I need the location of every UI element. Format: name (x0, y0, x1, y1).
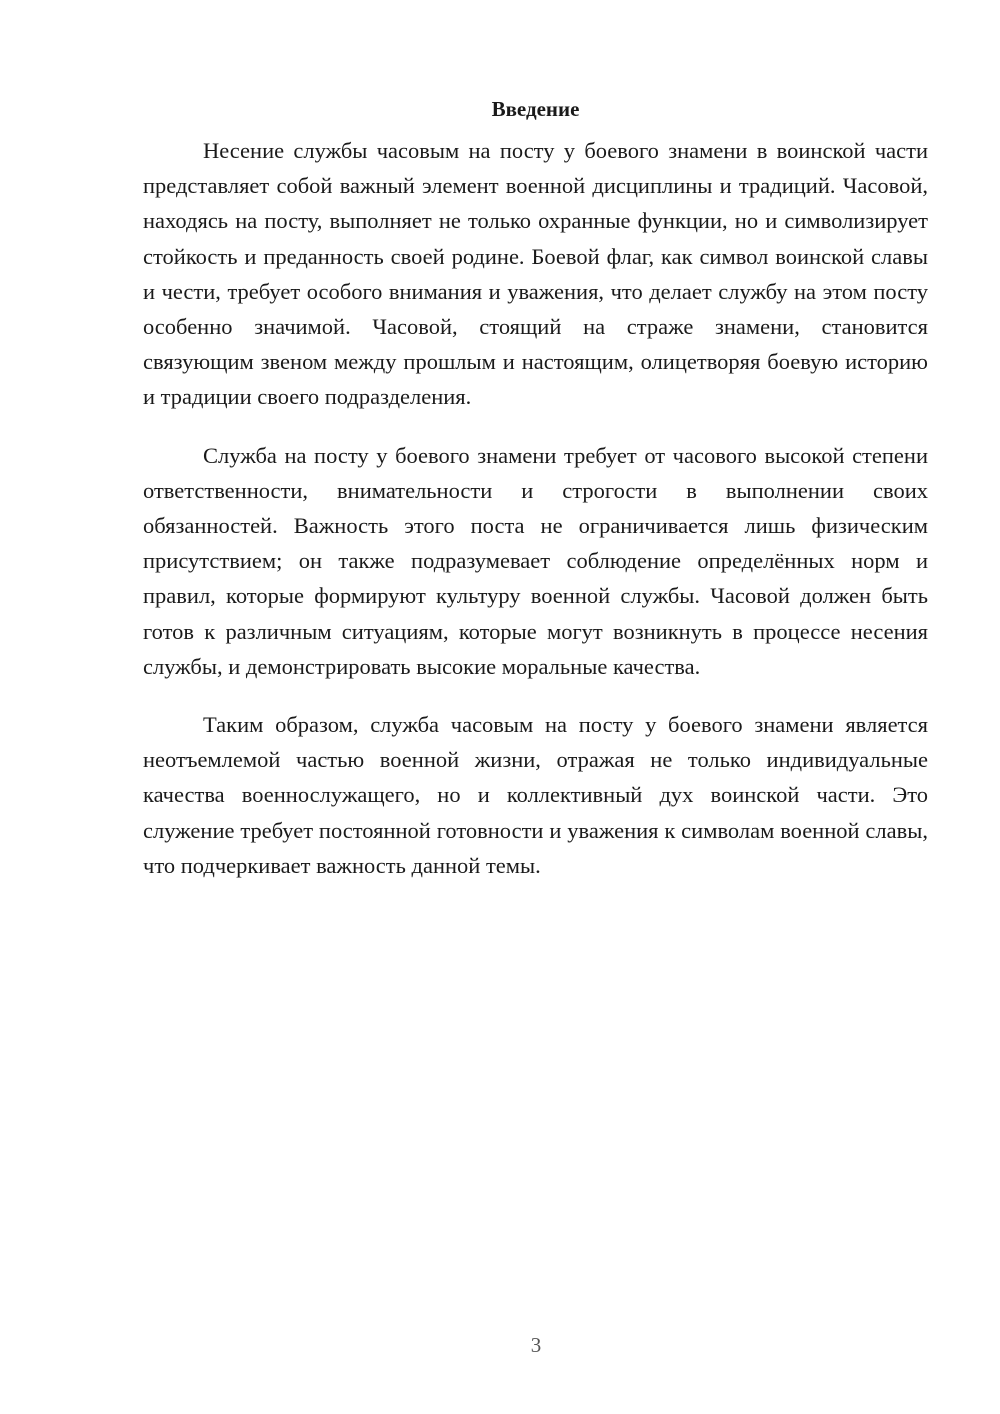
page-content (143, 92, 928, 906)
section-title: Введение (491, 97, 580, 121)
page-number: 3 (530, 1333, 542, 1357)
paragraph: Служба на посту у боевого знамени требует от часового высокой степени ответственности, внимательности и строгости в выполнении своих обязанностей. Важность этого поста не ограничивается лишь физическим присутствием; он также подразумевает соблюдение определённых норм и правил, которые формируют культуру военной службы. Часовой должен быть готов к различным ситуациям, которые могут возникнуть в процессе несения службы, и демонстрировать высокие моральные качества. (143, 442, 928, 679)
paragraph: Несение службы часовым на посту у боевого знамени в воинской части представляет собой важный элемент военной дисциплины и традиций. Часовой, находясь на посту, выполняет не только охранные функции, но и символизирует стойкость и преданность своей родине. Боевой флаг, как символ воинской славы и чести, требует особого внимания и уважения, что делает службу на этом посту особенно значимой. Часовой, стоящий на страже знамени, становится связующим звеном между прошлым и настоящим, олицетворяя боевую историю и традиции своего подразделения. (143, 138, 928, 410)
paragraph: Таким образом, служба часовым на посту у боевого знамени является неотъемлемой частью военной жизни, отражая не только индивидуальные качества военнослужащего, но и коллективный дух воинской части. Это служение требует постоянной готовности и уважения к символам военной славы, что подчеркивает важность данной темы. (143, 712, 928, 878)
